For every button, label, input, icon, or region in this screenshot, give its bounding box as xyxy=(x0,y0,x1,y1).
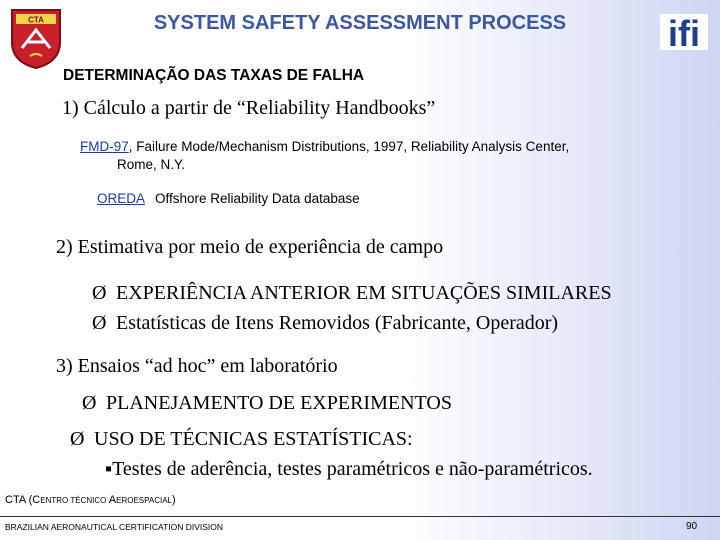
fmd-continuation: Rome, N.Y. xyxy=(117,157,186,172)
item-3-heading: 3) Ensaios “ad hoc” em laboratório xyxy=(56,355,338,377)
bullet-item: Ø EXPERIÊNCIA ANTERIOR EM SITUAÇÕES SIMILARES xyxy=(92,282,612,304)
sub-bullet-item: ▪Testes de aderência, testes paramétricos e não-paramétricos. xyxy=(105,458,593,480)
fmd-reference xyxy=(80,138,680,174)
square-bullet-icon: ▪ xyxy=(105,458,113,480)
cta-logo xyxy=(10,8,62,70)
oreda-reference xyxy=(97,191,360,206)
arrow-bullet-icon: Ø xyxy=(92,312,107,334)
footer-org: CTA (CENTRO TÉCNICO AEROESPACIAL) xyxy=(5,494,176,506)
fmd-link[interactable]: FMD-97 xyxy=(80,139,129,154)
page-number: 90 xyxy=(686,521,698,532)
bullet-item: Ø Estatísticas de Itens Removidos (Fabricante, Operador) xyxy=(92,312,559,334)
slide-title: SYSTEM SAFETY ASSESSMENT PROCESS xyxy=(153,12,567,34)
item-2-heading: 2) Estimativa por meio de experiência de campo xyxy=(56,236,444,258)
item-1-heading: 1) Cálculo a partir de “Reliability Handbooks” xyxy=(62,97,436,119)
oreda-link[interactable]: OREDA xyxy=(97,191,146,206)
bullet-item: Ø USO DE TÉCNICAS ESTATÍSTICAS: xyxy=(70,428,413,450)
bullet-item: Ø PLANEJAMENTO DE EXPERIMENTOS xyxy=(82,392,452,414)
oreda-text: Offshore Reliability Data database xyxy=(155,191,360,206)
arrow-bullet-icon: Ø xyxy=(70,428,85,450)
fmd-text: , Failure Mode/Mechanism Distributions, 1997, Reliability Analysis Center, xyxy=(128,139,570,154)
arrow-bullet-icon: Ø xyxy=(92,282,107,304)
footer-divider xyxy=(0,516,720,517)
arrow-bullet-icon: Ø xyxy=(82,392,97,414)
footer-division: BRAZILIAN AERONAUTICAL CERTIFICATION DIVISION xyxy=(5,522,224,532)
section-subtitle: DETERMINAÇÃO DAS TAXAS DE FALHA xyxy=(63,67,365,84)
ifi-logo xyxy=(658,12,710,52)
cta-logo-text: CTA xyxy=(28,15,44,25)
ifi-logo-text: ifi xyxy=(668,13,700,52)
